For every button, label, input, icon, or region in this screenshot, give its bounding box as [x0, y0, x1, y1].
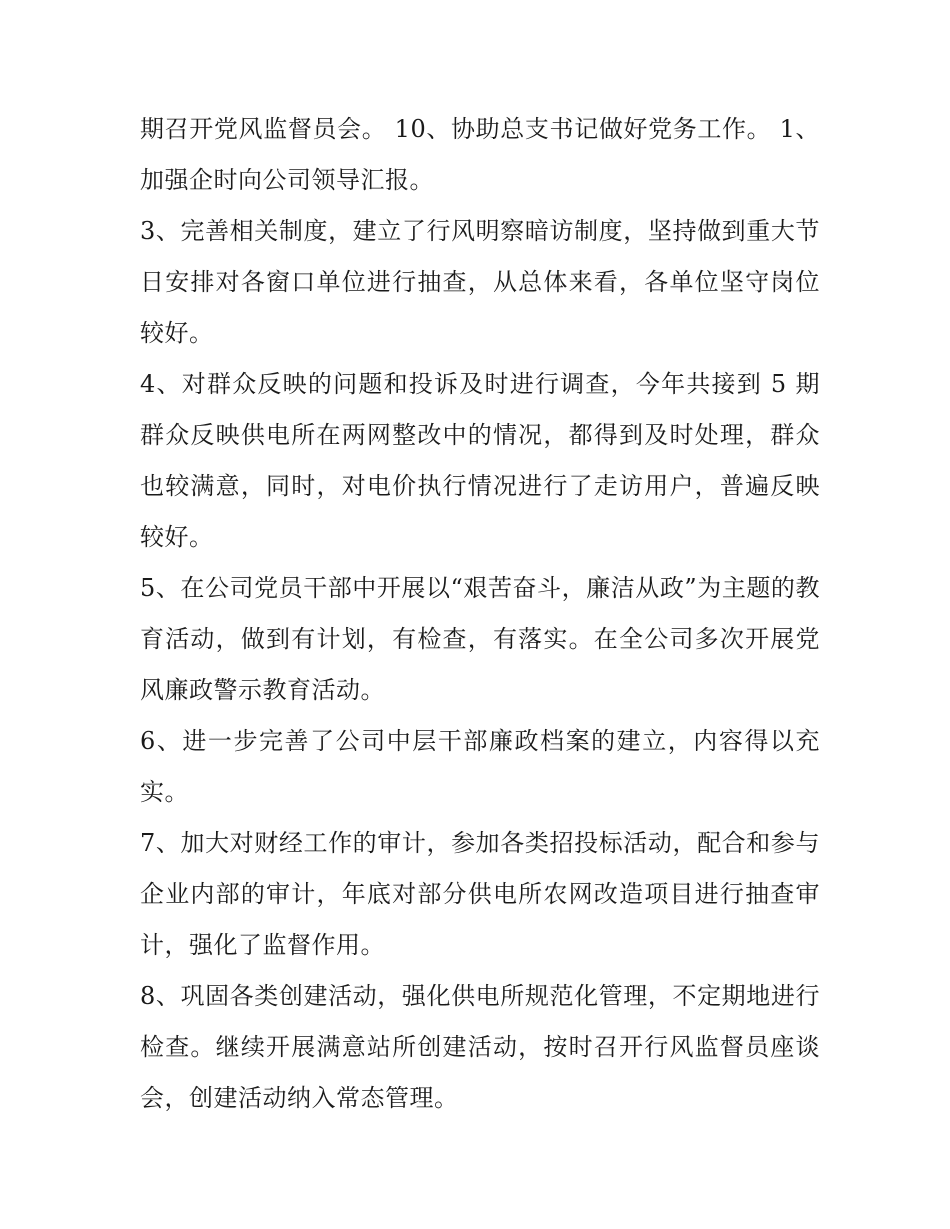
paragraph-item-3: 3、完善相关制度，建立了行风明察暗访制度，坚持做到重大节日安排对各窗口单位进行抽查，从总体来看，各单位坚守岗位较好。	[140, 217, 820, 347]
paragraph-item-6: 6、进一步完善了公司中层干部廉政档案的建立，内容得以充实。	[140, 727, 820, 806]
document-page	[140, 104, 820, 1124]
paragraph-item-7: 7、加大对财经工作的审计，参加各类招投标活动，配合和参与企业内部的审计，年底对部分供电所农网改造项目进行抽查审计，强化了监督作用。	[140, 829, 820, 959]
paragraph-item-8: 8、巩固各类创建活动，强化供电所规范化管理，不定期地进行检查。继续开展满意站所创建活动，按时召开行风监督员座谈会，创建活动纳入常态管理。	[140, 982, 820, 1112]
paragraph-item-4: 4、对群众反映的问题和投诉及时进行调查，今年共接到 5 期群众反映供电所在两网整改中的情况，都得到及时处理，群众也较满意，同时，对电价执行情况进行了走访用户，普遍反映较好。	[140, 370, 820, 551]
paragraph-item-5: 5、在公司党员干部中开展以“艰苦奋斗，廉洁从政”为主题的教育活动，做到有计划，有检查，有落实。在全公司多次开展党风廉政警示教育活动。	[140, 574, 820, 704]
paragraph-continuation: 期召开党风监督员会。 10、协助总支书记做好党务工作。 1、加强企时向公司领导汇报。	[140, 115, 820, 194]
